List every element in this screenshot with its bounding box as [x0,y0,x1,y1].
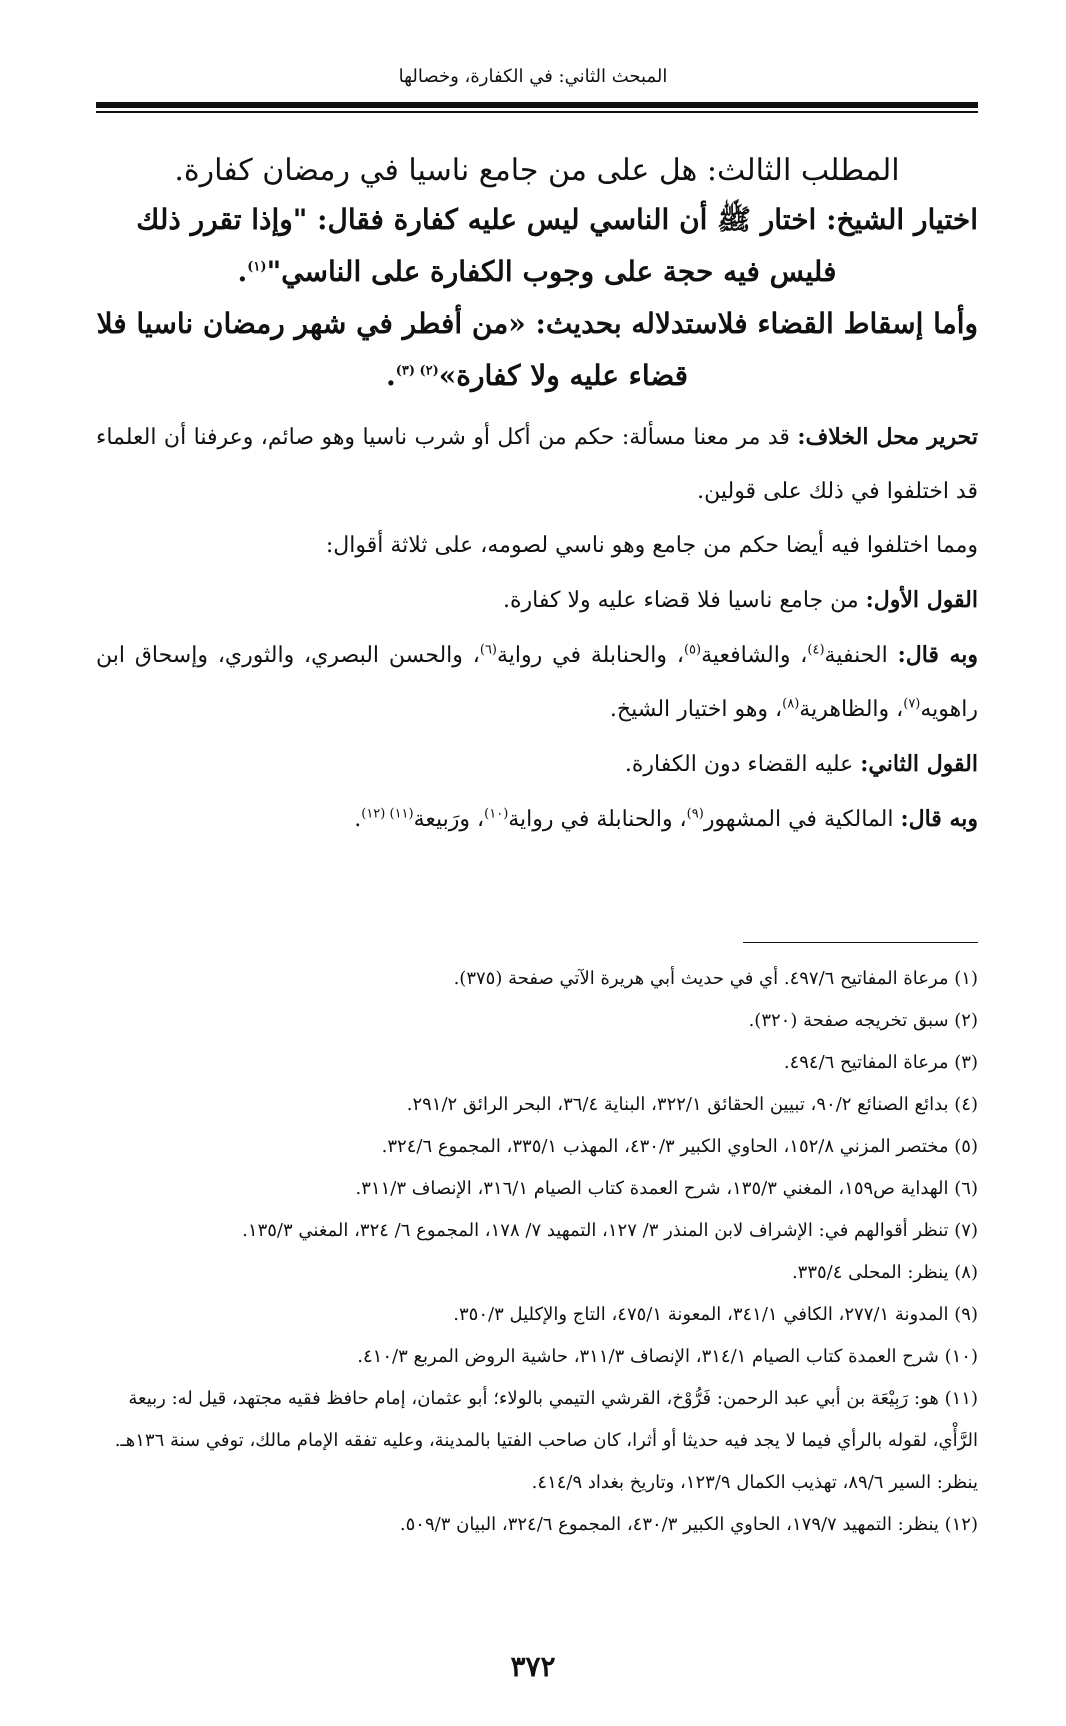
opinion-1-holders-label: وبه قال: [897,642,978,668]
footnote-ref-7[interactable]: (٧) [903,696,921,712]
paragraph-opinion-2 [96,737,978,792]
opinion-2-label: القول الثاني: [860,751,978,777]
footnote-ref-11-12[interactable]: (١١) (١٢) [361,806,414,822]
footnote-3: (٣) مرعاة المفاتيح ٤٩٤/٦. [783,1052,978,1073]
footnote-ref-5[interactable]: (٥) [683,642,702,658]
holders-rabia: ، ورَبيعة [413,807,485,832]
header-rule-thick [96,102,978,108]
paragraph-opinion-2-holders [96,792,978,847]
opinion-1-text: من جامع ناسيا فلا قضاء عليه ولا كفارة. [503,588,866,613]
footnote-ref-1[interactable]: (١) [247,259,267,275]
footnote-7: (٧) تنظر أقوالهم في: الإشراف لابن المنذر ٣/ ١٢٧، التمهيد ٧/ ١٧٨، المجموع ٦/ ٣٢٤، المغني ١٣٥/٣. [242,1220,978,1241]
paragraph-dispute-text: قد مر معنا مسألة: حكم من أكل أو شرب ناسيا وهو صائم، وعرفنا أن العلماء قد اختلفوا في ذلك على قولين. [96,425,978,504]
footnote-2: (٢) سبق تخريجه صفحة (٣٢٠). [748,1010,978,1031]
footnote-5: (٥) مختصر المزني ١٥٢/٨، الحاوي الكبير ٤٣٠/٣، المهذب ٣٣٥/١، المجموع ٣٢٤/٦. [381,1136,978,1157]
paragraph-opinion-1-holders [96,628,978,737]
footnote-ref-8[interactable]: (٨) [782,696,800,712]
hadith-line2 [96,350,978,402]
holders-others: ، والحسن البصري، والثوري، وإسحاق ابن راهويه [96,643,978,722]
paragraph-opinion-1 [96,573,978,628]
footnote-separator [743,942,978,943]
footnote-6: (٦) الهداية ص١٥٩، المغني ١٣٥/٣، شرح العمدة كتاب الصيام ٣١٦/١، الإنصاف ٣١١/٣. [355,1178,978,1199]
main-text [96,148,978,847]
footnote-ref-6[interactable]: (٦) [479,642,497,658]
hadith-text: قضاء عليه ولا كفارة» [438,359,689,392]
footnotes [96,958,978,1546]
section-title: المطلب الثالث: هل على من جامع ناسيا في رمضان كفارة. [174,153,900,188]
footnote-9: (٩) المدونة ٢٧٧/١، الكافي ٣٤١/١، المعونة ٤٧٥/١، التاج والإكليل ٣٥٠/٣. [453,1304,978,1325]
page-number: ٣٧٢ [510,1650,556,1683]
footnote-4: (٤) بدائع الصنائع ٩٠/٢، تبيين الحقائق ٣٢٢/١، البناية ٣٦/٤، البحر الرائق ٢٩١/٢. [406,1094,978,1115]
footnote-10: (١٠) شرح العمدة كتاب الصيام ٣١٤/١، الإنصاف ٣١١/٣، حاشية الروض المربع ٤١٠/٣. [357,1346,978,1367]
holders-hanbali: ، والحنابلة في رواية [497,643,684,668]
sheikh-choice-end: . [237,255,248,288]
hadith-end: . [385,359,396,392]
sheikh-choice-line1: اختيار الشيخ: اختار ﷺ أن الناسي ليس عليه كفارة فقال: "وإذا تقرر ذلك [136,203,978,236]
opinion-1-label: القول الأول: [865,587,978,613]
footnote-ref-2-3[interactable]: (٢) (٣) [395,363,439,379]
holders-hanbali-2: ، والحنابلة في رواية [508,807,687,832]
running-header: المبحث الثاني: في الكفارة، وخصالها [398,66,668,87]
footnote-ref-10[interactable]: (١٠) [484,806,509,822]
opinion-2-holders-label: وبه قال: [900,806,978,832]
holders-end: . [354,807,362,832]
paragraph-three-opinions: ومما اختلفوا فيه أيضا حكم من جامع وهو ناسي لصومه، على ثلاثة أقوال: [325,533,978,558]
footnote-11: (١١) هو: رَبِيْعَة بن أبي عبد الرحمن: فَرُّوْخ، القرشي التيمي بالولاء؛ أبو عثمان، إمام حافظ فقيه مجتهد، قيل له: ربيعة الرَّأْي، لقوله بالرأي فيما لا يجد فيه حديثا أو أثرا، كان صاحب الفتيا بالمدينة، وعليه تفقه الإمام مالك، توفي سنة ١٣٦هـ. ينظر: السير ٨٩/٦، تهذيب الكمال ١٢٣/٩، وتاريخ بغداد ٤١٤/٩. [114,1388,978,1493]
holders-hanafi: الحنفية [824,643,898,668]
sheikh-choice-line2 [96,246,978,298]
holders-maliki: المالكية في المشهور [703,807,901,832]
paragraph-dispute [96,410,978,519]
header-rule-thin [96,111,978,113]
footnote-ref-4[interactable]: (٤) [807,642,825,658]
opinion-2-text: عليه القضاء دون الكفارة. [624,752,861,777]
paragraph-dispute-label: تحرير محل الخلاف: [797,424,978,450]
sheikh-choice-text: فليس فيه حجة على وجوب الكفارة على الناسي" [266,255,837,288]
hadith-line1: وأما إسقاط القضاء فلاستدلاله بحديث: «من أفطر في شهر رمضان ناسيا فلا [96,307,978,340]
holders-zahiri: ، والظاهرية [799,697,904,722]
footnote-1: (١) مرعاة المفاتيح ٤٩٧/٦. أي في حديث أبي هريرة الآتي صفحة (٣٧٥). [453,968,978,989]
holders-shafii: ، والشافعية [701,643,808,668]
footnote-12: (١٢) ينظر: التمهيد ١٧٩/٧، الحاوي الكبير ٤٣٠/٣، المجموع ٣٢٤/٦، البيان ٥٠٩/٣. [399,1514,978,1535]
footnote-8: (٨) ينظر: المحلى ٣٣٥/٤. [791,1262,978,1283]
holders-sheikh-choice: ، وهو اختيار الشيخ. [609,697,783,722]
footnote-ref-9[interactable]: (٩) [686,806,704,822]
